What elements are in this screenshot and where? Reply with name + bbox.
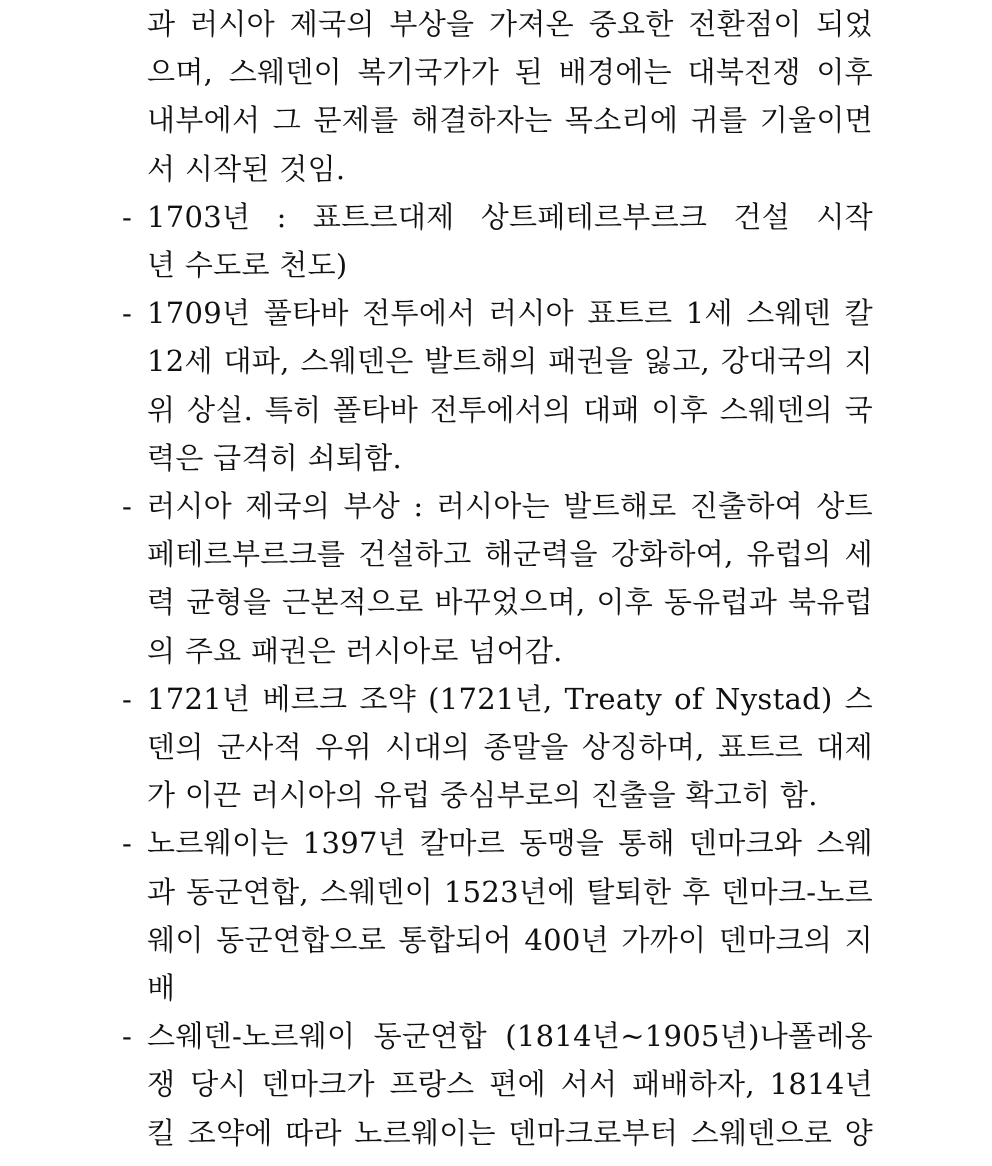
bullet-dash: - bbox=[121, 199, 133, 234]
text-line bbox=[0, 386, 992, 434]
line-text: 12세 대파, 스웨덴은 발트해의 패권을 잃고, 강대국의 지 bbox=[147, 344, 873, 379]
line-text: 과 동군연합, 스웨덴이 1523년에 탈퇴한 후 덴마크-노르 bbox=[147, 874, 873, 909]
text-line bbox=[0, 819, 992, 867]
line-text: 으며, 스웨덴이 복기국가가 된 배경에는 대북전쟁 이후 bbox=[147, 55, 873, 90]
text-line bbox=[0, 0, 992, 48]
line-text: 1709년 풀타바 전투에서 러시아 표트르 1세 스웨덴 칼 bbox=[147, 296, 873, 331]
line-text: 력 균형을 근본적으로 바꾸었으며, 이후 동유럽과 북유럽 bbox=[147, 585, 873, 620]
text-line bbox=[0, 1012, 992, 1060]
line-text: 과 러시아 제국의 부상을 가져온 중요한 전환점이 되었 bbox=[147, 7, 873, 41]
line-text: 킬 조약에 따라 노르웨이는 덴마크로부터 스웨덴으로 양 bbox=[147, 1115, 873, 1150]
text-line bbox=[0, 48, 992, 96]
line-text: 력은 급격히 쇠퇴함. bbox=[147, 440, 403, 475]
line-text: 덴의 군사적 우위 시대의 종말을 상징하며, 표트르 대제 bbox=[147, 730, 873, 764]
line-text: 의 주요 패권은 러시아로 넘어감. bbox=[147, 633, 563, 668]
text-line bbox=[0, 964, 992, 1012]
text-line bbox=[0, 289, 992, 337]
line-text: 노르웨이는 1397년 칼마르 동맹을 통해 덴마크와 스웨 bbox=[147, 826, 873, 861]
line-text: 위 상실. 특히 폴타바 전투에서의 대패 이후 스웨덴의 국 bbox=[147, 392, 873, 427]
text-line bbox=[0, 627, 992, 675]
text-line bbox=[0, 482, 992, 530]
line-text: 스웨덴-노르웨이 동군연합 (1814년~1905년)나폴레옹 bbox=[147, 1019, 873, 1054]
line-text: 배 bbox=[147, 971, 176, 1005]
line-text: 페테르부르크를 건설하고 해군력을 강화하여, 유럽의 세 bbox=[147, 537, 873, 572]
bullet-dash: - bbox=[121, 296, 133, 331]
line-text: 쟁 당시 덴마크가 프랑스 편에 서서 패배하자, 1814년 bbox=[147, 1067, 873, 1102]
text-line bbox=[0, 193, 992, 241]
text-line bbox=[0, 1060, 992, 1108]
line-text: 1703년 : 표트르대제 상트페테르부르크 건설 시작 bbox=[147, 199, 873, 234]
line-text: 1721년 베르크 조약 (1721년, Treaty of Nystad) 스 bbox=[147, 681, 873, 716]
line-text: 러시아 제국의 부상 : 러시아는 발트해로 진출하여 상트 bbox=[147, 489, 873, 523]
text-line bbox=[0, 675, 992, 723]
text-line bbox=[0, 241, 992, 289]
line-text: 웨이 동군연합으로 통합되어 400년 가까이 덴마크의 지 bbox=[147, 922, 873, 957]
bullet-dash: - bbox=[121, 681, 133, 716]
text-line bbox=[0, 434, 992, 482]
line-text: 년 수도로 천도) bbox=[147, 248, 348, 282]
text-line bbox=[0, 916, 992, 964]
text-line bbox=[0, 145, 992, 193]
bullet-dash: - bbox=[121, 826, 133, 861]
text-line bbox=[0, 578, 992, 626]
bullet-dash: - bbox=[121, 1019, 133, 1054]
line-text: 서 시작된 것임. bbox=[147, 151, 346, 186]
text-line bbox=[0, 96, 992, 144]
line-text: 내부에서 그 문제를 해결하자는 목소리에 귀를 기울이면 bbox=[147, 103, 873, 138]
text-line bbox=[0, 530, 992, 578]
line-text: 가 이끈 러시아의 유럽 중심부로의 진출을 확고히 함. bbox=[147, 778, 818, 813]
bullet-dash: - bbox=[121, 489, 133, 523]
text-line bbox=[0, 771, 992, 819]
text-line bbox=[0, 868, 992, 916]
text-line bbox=[0, 723, 992, 771]
text-line bbox=[0, 337, 992, 385]
text-line bbox=[0, 1109, 992, 1157]
